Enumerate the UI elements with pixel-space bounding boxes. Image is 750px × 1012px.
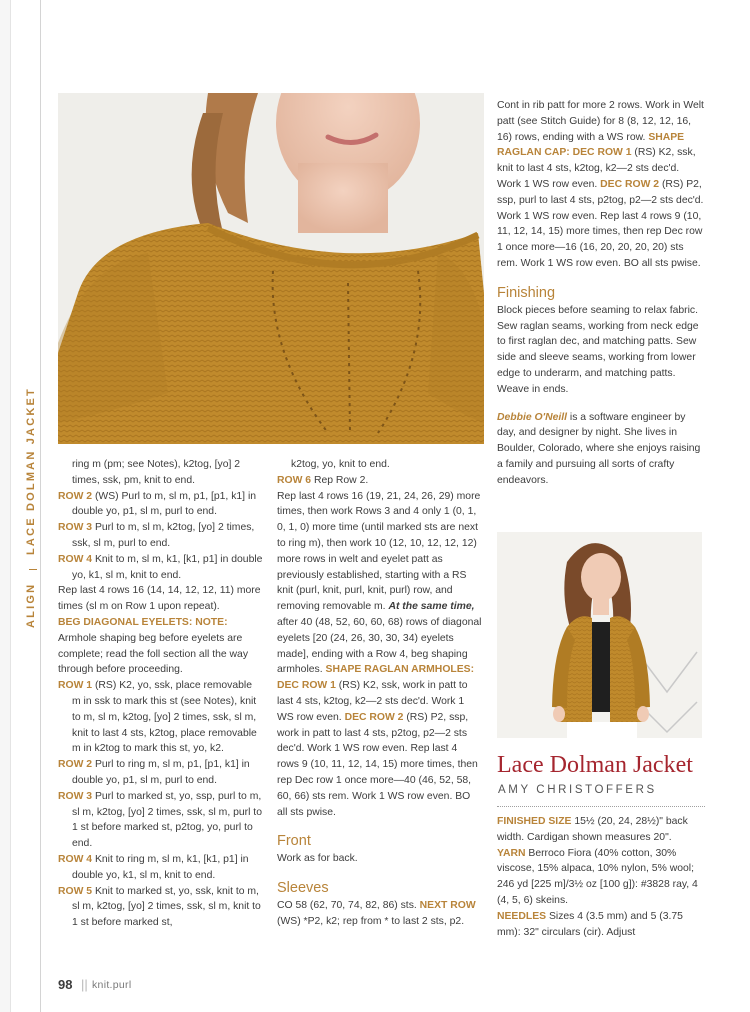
spec-label: YARN — [497, 847, 526, 859]
finishing-text: Block pieces before seaming to relax fabric. Sew raglan seams, working from neck edge to first raglan dec, and matching patts. Sew side and sleeve seams, working from lower edge to underarm, and matching patts. Weave in ends. — [497, 304, 699, 395]
row-label: ROW 4 — [58, 553, 93, 565]
section-label: DEC ROW 2 — [344, 711, 404, 723]
instruction-paragraph — [497, 98, 705, 272]
instruction-row — [58, 852, 263, 884]
instruction-row — [58, 678, 263, 757]
pattern-column-3 — [497, 98, 705, 489]
para-text: (RS) P2, ssp, work in patt to last 4 sts, p2tog, p2—2 sts dec'd. Work 1 WS row even. Rep last 4 rows 9 (10, 11, 12, 14, 15) more times, then rep Dec row 1 once more—40 (46, 52, 58, 60, 66) sts rem. Work 1 WS row even. BO all sts pwise. — [277, 711, 478, 818]
designer-name: Debbie O'Neill — [497, 411, 568, 423]
bio-text: is a software engineer by day, and designer by night. She lives in Boulder, Colorado, where she enjoys raising a family and pursuing all sorts of crafty endeavors. — [497, 411, 701, 486]
pattern-column-1 — [58, 457, 263, 931]
spec-label: NEEDLES — [497, 910, 547, 922]
main-photo — [58, 93, 484, 444]
spec-finished-size — [497, 814, 705, 846]
sidebar-section-label: ALIGN — [25, 582, 37, 628]
para-text: Cont in rib patt for more 2 rows. Work in Welt patt (see Stitch Guide) for 8 (8, 12, 12, 16, 16) rows, ending with a WS row. — [497, 100, 704, 143]
row-label: ROW 5 — [58, 885, 93, 897]
row-label: ROW 3 — [58, 790, 93, 802]
row-text: Knit to ring m, sl m, k1, [k1, p1] in double yo, k1, sl m, knit to end. — [72, 853, 249, 881]
section-text: Armhole shaping beg before eyelets are complete; read the foll section all the way through before proceeding. — [58, 632, 249, 676]
front-heading: Front — [277, 833, 311, 850]
row-text: Knit to marked st, yo, ssk, knit to m, sl m, k2tog, [yo] 2 times, ssk, sl m, knit to 1 st before marked st, — [72, 885, 261, 929]
para-text: CO 58 (62, 70, 74, 82, 86) sts. — [277, 900, 420, 912]
sidebar-rule — [40, 0, 41, 1012]
magazine-brand: knit.purl — [92, 979, 132, 991]
row-label: ROW 4 — [58, 853, 93, 865]
sidebar-divider — [29, 569, 37, 570]
folio-separator: || — [81, 977, 88, 992]
front-text: Work as for back. — [277, 853, 358, 865]
row-text: (RS) K2, yo, ssk, place removable m in ssk to mark this st (see Notes), knit to m, sl m, k2tog, [yo] 2 times, ssk, sl m, knit to last 4 sts, k2tog, place removable m in k2tog to mark this st, yo, k2. — [72, 680, 257, 755]
spec-yarn — [497, 846, 705, 909]
para-text: (RS) K2, ssk, knit to last 4 sts, k2tog, k2—2 sts dec'd. Work 1 WS row even. — [497, 147, 696, 190]
instruction-row — [58, 520, 263, 552]
instruction-row — [58, 884, 263, 931]
para-text: (WS) *P2, k2; rep from * to last 2 sts, p2. — [277, 915, 465, 927]
emphasis-text: At the same time, — [388, 601, 475, 613]
row-text: Purl to marked st, yo, ssp, purl to m, sl m, k2tog, [yo] 2 times, ssk, sl m, purl to 1 st before marked st, p2tog, yo, purl to end. — [72, 790, 262, 850]
spec-needles — [497, 909, 705, 941]
section-label: SHAPE RAGLAN CAP: DEC ROW 1 — [497, 131, 685, 159]
row-label: ROW 3 — [58, 522, 93, 534]
instruction-paragraph — [58, 615, 263, 678]
row-label: ROW 2 — [58, 759, 93, 771]
page-edge — [0, 0, 11, 1012]
page-number: 98 — [58, 977, 73, 992]
para-text: (RS) K2, ssk, work in patt to last 4 sts, k2tog, k2—2 sts dec'd. Work 1 WS row even. — [277, 680, 468, 723]
section-label: SHAPE RAGLAN ARMHOLES: DEC ROW 1 — [277, 664, 475, 692]
title-divider — [497, 806, 705, 807]
section-label: DEC ROW 2 — [600, 178, 660, 190]
row-label: ROW 6 — [277, 474, 312, 486]
row-label: ROW 2 — [58, 490, 93, 502]
instruction-line: k2tog, yo, knit to end. — [291, 459, 390, 470]
row-label: ROW 1 — [58, 680, 93, 692]
spec-text: 15½ (20, 24, 28½)" back width. Cardigan shown measures 20". — [497, 816, 688, 843]
row-text: Knit to m, sl m, k1, [k1, p1] in double yo, k1, sl m, knit to end. — [72, 553, 263, 581]
para-text: (RS) P2, ssp, purl to last 4 sts, p2tog, p2—2 sts dec'd. Work 1 WS row even. Rep last 4 rows 9 (10, 11, 12, 14, 15) more times, then rep Dec row 1 once more—16 (16, 20, 20, 20, 20) sts rem. Work 1 WS row even. BO all sts pwise. — [497, 178, 704, 269]
para-text: Rep last 4 rows 16 (19, 21, 24, 26, 29) more times, then work Rows 3 and 4 only 1 (0, 1, 0, 1, 0) more time (until marked sts are next to ring m), then work 10 (12, 10, 12, 12, 12) more rows in welt and eyelet patt as previously established, starting with a RS knit (purl, knit, purl, knit, purl) row, and removing removable m. — [277, 490, 481, 613]
spec-text: Berroco Fiora (40% cotton, 30% viscose, 15% alpaca, 10% nylon, 5% wool; 246 yd [225 m]/3½ oz [100 g]): #3828 ray, 4 (4, 5, 6) skeins. — [497, 847, 698, 906]
pattern-title: Lace Dolman Jacket — [497, 752, 693, 778]
spec-text: Sizes 4 (3.5 mm) and 5 (3.75 mm): 32" circulars (cir). Adjust — [497, 910, 683, 938]
instruction-row — [58, 789, 263, 852]
instruction-row — [58, 489, 263, 521]
instruction-line: ring m (pm; see Notes), k2tog, [yo] 2 times, ssk, pm, knit to end. — [72, 459, 241, 486]
pattern-specs — [497, 814, 705, 940]
pattern-author: AMY CHRISTOFFERS — [498, 784, 657, 796]
sleeves-text — [277, 898, 482, 930]
pattern-column-2 — [277, 457, 482, 930]
spec-label: FINISHED SIZE — [497, 816, 572, 827]
para-text: after 40 (48, 52, 60, 60, 68) rows of diagonal eyelets [20 (24, 26, 30, 30, 34) eyelets made], ending with a Row 4, beg shaping armholes. — [277, 616, 482, 676]
designer-photo — [497, 532, 702, 738]
sleeves-heading: Sleeves — [277, 880, 329, 897]
row-text: Purl to ring m, sl m, p1, [p1, k1] in double yo, p1, sl m, purl to end. — [72, 759, 250, 786]
instruction-row — [58, 757, 263, 789]
instruction-row — [58, 552, 263, 584]
row-text: Purl to m, sl m, k2tog, [yo] 2 times, ssk, sl m, purl to end. — [72, 522, 255, 549]
designer-bio — [497, 410, 705, 489]
instruction-paragraph — [277, 489, 482, 821]
finishing-heading: Finishing — [497, 284, 556, 301]
row-text: Rep Row 2. — [311, 474, 369, 486]
row-text: (WS) Purl to m, sl m, p1, [p1, k1] in double yo, p1, sl m, purl to end. — [72, 490, 257, 518]
instruction-row — [277, 473, 482, 489]
row-label: NEXT ROW — [419, 900, 476, 912]
instruction-paragraph: Rep last 4 rows 16 (14, 14, 12, 12, 11) more times (sl m on Row 1 upon repeat). — [58, 585, 261, 613]
sidebar-title-label: LACE DOLMAN JACKET — [25, 387, 37, 555]
section-label: BEG DIAGONAL EYELETS: NOTE: — [58, 616, 228, 628]
